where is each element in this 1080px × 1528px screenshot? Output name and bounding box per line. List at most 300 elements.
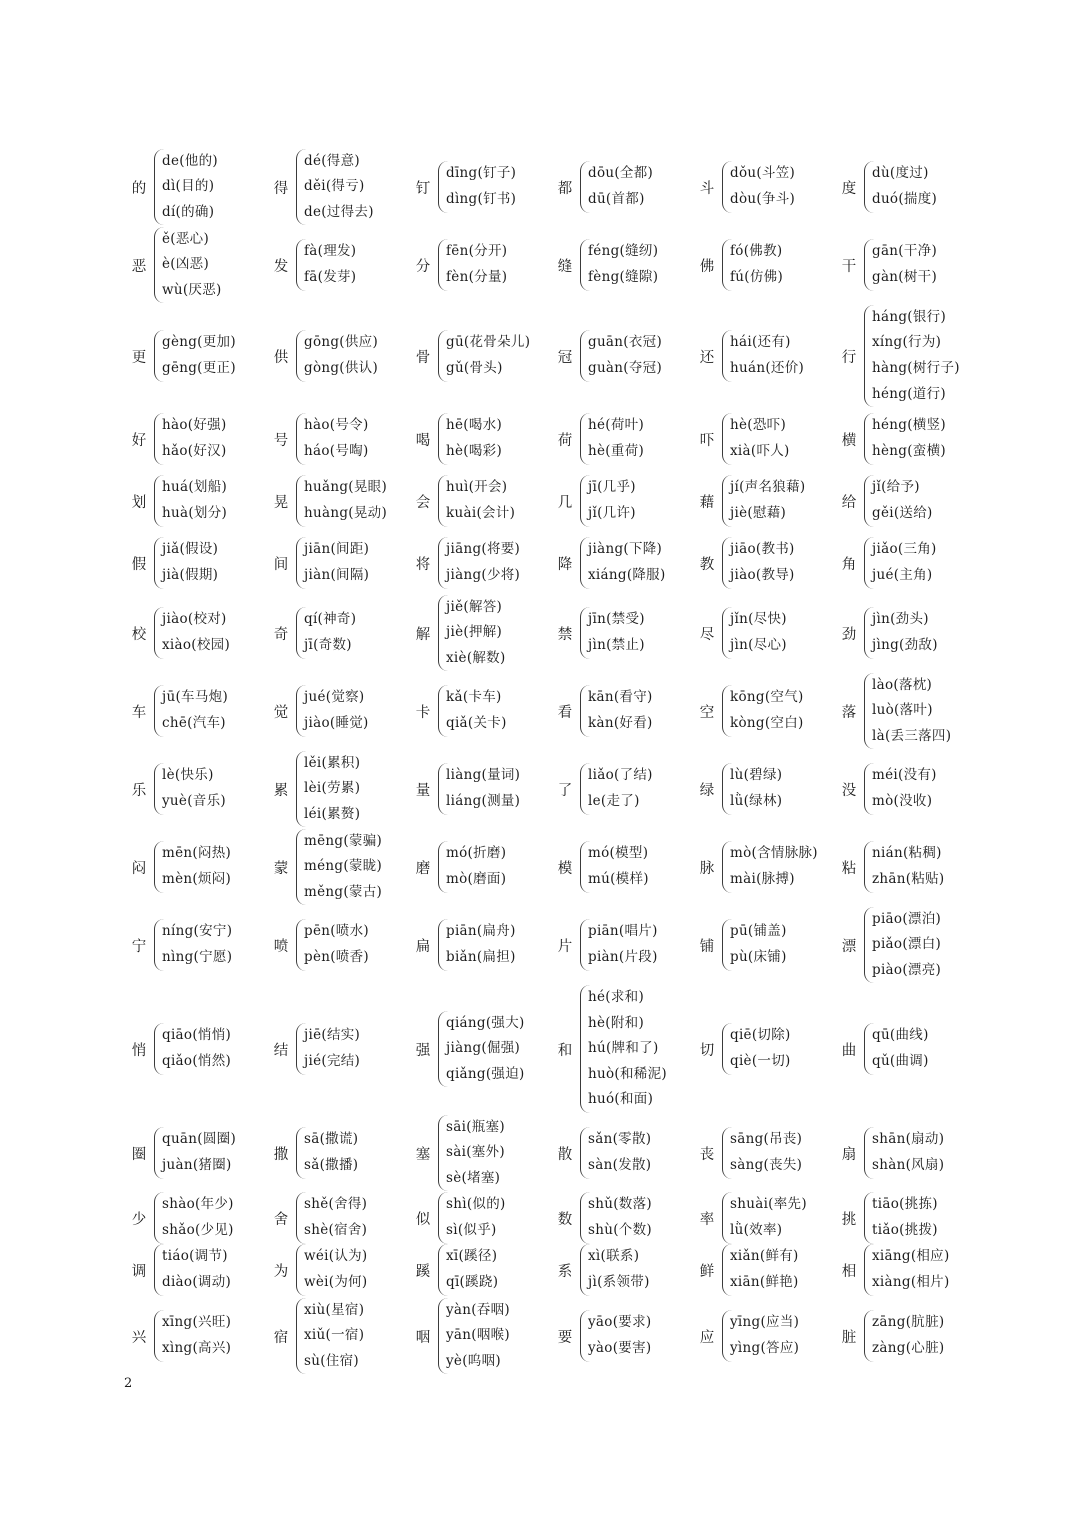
reading-brace	[864, 161, 937, 212]
pinyin-reading: lǜ(绿林)	[730, 793, 783, 809]
polyphone-character: 斗	[699, 180, 715, 197]
polyphone-character: 漂	[841, 938, 857, 955]
polyphone-entry	[552, 470, 694, 532]
pinyin-reading: huàng(晃动)	[304, 505, 388, 521]
pinyin-reading: quān(圆圈)	[162, 1131, 237, 1148]
pinyin-reading: mò(没收)	[872, 793, 933, 809]
pinyin-reading: jì(系领带)	[588, 1274, 650, 1290]
reading-brace	[722, 1244, 799, 1295]
pinyin-reading: xiáng(降服)	[588, 567, 666, 583]
polyphone-entry	[268, 408, 410, 470]
pinyin-reading: fú(仿佛)	[730, 269, 784, 285]
reading-brace	[154, 919, 232, 970]
polyphone-entry	[552, 1244, 694, 1296]
polyphone-character: 系	[557, 1263, 573, 1280]
polyphone-character: 角	[841, 556, 857, 573]
pinyin-reading: dōu(全都)	[588, 165, 654, 182]
pinyin-reading: hé(求和)	[588, 989, 645, 1006]
pinyin-reading: děi(得亏)	[304, 178, 365, 195]
polyphone-entry	[268, 1244, 410, 1296]
pinyin-reading: nián(粘稠)	[872, 845, 942, 862]
pinyin-reading: dǒu(斗笠)	[730, 165, 796, 182]
polyphone-entry	[552, 1114, 694, 1192]
polyphone-entry	[836, 594, 978, 672]
polyphone-entry	[694, 148, 836, 226]
polyphone-character: 假	[131, 556, 147, 573]
reading-brace	[154, 841, 231, 892]
polyphone-entry	[410, 304, 552, 408]
polyphone-entry	[126, 470, 268, 532]
pinyin-reading: fà(理发)	[304, 243, 357, 260]
pinyin-reading: dì(目的)	[162, 178, 215, 195]
pinyin-reading: qiǎng(强迫)	[446, 1065, 525, 1082]
pinyin-reading: sàn(发散)	[588, 1157, 652, 1173]
reading-brace	[296, 1023, 360, 1074]
polyphone-character: 藉	[699, 494, 715, 511]
reading-brace	[154, 685, 228, 736]
reading-brace	[296, 1298, 364, 1375]
pinyin-reading: xīng(兴旺)	[162, 1314, 232, 1331]
reading-brace	[438, 685, 507, 736]
polyphone-character: 吓	[699, 432, 715, 449]
reading-brace	[580, 841, 649, 892]
pinyin-reading: lǜ(效率)	[730, 1222, 783, 1238]
polyphone-entry	[126, 148, 268, 226]
pinyin-reading: fēn(分开)	[446, 243, 508, 260]
reading-brace	[864, 1127, 944, 1178]
pinyin-reading: de(过得去)	[304, 203, 374, 220]
polyphone-character: 禁	[557, 626, 573, 643]
pinyin-reading: guān(衣冠)	[588, 334, 663, 351]
reading-brace	[438, 1115, 505, 1192]
polyphone-entry	[694, 594, 836, 672]
pinyin-reading: yīng(应当)	[730, 1314, 800, 1331]
polyphone-entry	[268, 828, 410, 906]
polyphone-entry	[836, 1114, 978, 1192]
polyphone-entry	[410, 1244, 552, 1296]
polyphone-character: 少	[131, 1211, 147, 1228]
pinyin-reading: yào(要害)	[588, 1340, 652, 1356]
polyphone-entry	[552, 828, 694, 906]
reading-brace	[722, 330, 804, 381]
polyphone-character: 粘	[841, 860, 857, 877]
polyphone-character: 喝	[415, 432, 431, 449]
polyphone-character: 结	[273, 1042, 289, 1059]
polyphone-character: 率	[699, 1211, 715, 1228]
polyphone-entry	[552, 532, 694, 594]
reading-brace	[722, 161, 795, 212]
polyphone-character: 佛	[699, 258, 715, 275]
reading-brace	[154, 475, 227, 526]
polyphone-entry	[268, 304, 410, 408]
reading-brace	[722, 607, 787, 658]
polyphone-character: 都	[557, 180, 573, 197]
pinyin-reading: huǎng(晃眼)	[304, 479, 388, 496]
reading-brace	[580, 985, 667, 1113]
pinyin-reading: gōng(供应)	[304, 334, 379, 351]
pinyin-reading: féng(缝纫)	[588, 243, 659, 260]
polyphone-character: 供	[273, 349, 289, 366]
pinyin-reading: le(走了)	[588, 793, 640, 809]
pinyin-reading: dé(得意)	[304, 152, 360, 169]
polyphone-character: 乐	[131, 782, 147, 799]
reading-brace	[296, 829, 382, 906]
polyphone-character: 行	[841, 349, 857, 366]
polyphone-character: 挑	[841, 1211, 857, 1228]
pinyin-reading: yuè(音乐)	[162, 793, 226, 809]
pinyin-reading: huán(还价)	[730, 360, 805, 376]
reading-brace	[296, 1127, 358, 1178]
reading-brace	[580, 161, 653, 212]
polyphone-entry	[268, 750, 410, 828]
pinyin-reading: fèng(缝隙)	[588, 269, 659, 285]
polyphone-entry	[694, 750, 836, 828]
reading-brace	[438, 841, 506, 892]
reading-brace	[296, 1192, 367, 1243]
polyphone-character: 丧	[699, 1146, 715, 1163]
pinyin-reading: fó(佛教)	[730, 243, 783, 260]
pinyin-reading: jiàng(少将)	[446, 567, 521, 583]
pinyin-reading: mò(磨面)	[446, 871, 507, 887]
pinyin-reading: jiǎo(三角)	[872, 541, 937, 558]
polyphone-entry	[836, 532, 978, 594]
polyphone-character: 蒙	[273, 860, 289, 877]
pinyin-reading: xiè(解数)	[446, 649, 506, 666]
polyphone-entry	[126, 1296, 268, 1376]
pinyin-reading: mēng(蒙骗)	[304, 832, 383, 849]
polyphone-entry	[268, 1114, 410, 1192]
reading-brace	[864, 537, 937, 588]
polyphone-entry	[126, 408, 268, 470]
reading-brace	[722, 475, 805, 526]
pinyin-reading: qǔ(曲调)	[872, 1053, 929, 1069]
polyphone-character: 要	[557, 1329, 573, 1346]
polyphone-character: 舍	[273, 1211, 289, 1228]
pinyin-reading: jiǎ(假设)	[162, 541, 219, 558]
pinyin-reading: hào(好强)	[162, 417, 227, 434]
polyphone-entry	[552, 750, 694, 828]
pinyin-reading: gěi(送给)	[872, 505, 933, 521]
polyphone-entry	[552, 1192, 694, 1244]
polyphone-character: 磨	[415, 860, 431, 877]
polyphone-entry	[694, 1244, 836, 1296]
reading-brace	[154, 1244, 231, 1295]
pinyin-reading: gān(干净)	[872, 243, 938, 260]
pinyin-reading: sài(塞外)	[446, 1144, 505, 1161]
pinyin-reading: piāo(漂泊)	[872, 910, 942, 927]
pinyin-reading: piǎo(漂白)	[872, 936, 942, 953]
polyphone-character: 似	[415, 1211, 431, 1228]
pinyin-reading: gǔ(骨头)	[446, 360, 503, 376]
polyphone-character: 没	[841, 782, 857, 799]
pinyin-reading: qiǎo(悄然)	[162, 1053, 232, 1069]
polyphone-entry	[268, 470, 410, 532]
pinyin-reading: hái(还有)	[730, 334, 791, 351]
pinyin-reading: xiào(校园)	[162, 637, 231, 653]
polyphone-character: 为	[273, 1263, 289, 1280]
polyphone-character: 车	[131, 704, 147, 721]
pinyin-reading: hào(号令)	[304, 417, 369, 434]
reading-brace	[154, 227, 222, 304]
pinyin-reading: diào(调动)	[162, 1274, 232, 1290]
pinyin-reading: shàn(风扇)	[872, 1157, 945, 1173]
reading-brace	[580, 763, 653, 814]
polyphone-entry	[410, 226, 552, 304]
pinyin-reading: pèn(喷香)	[304, 949, 369, 965]
polyphone-character: 卡	[415, 704, 431, 721]
pinyin-reading: qiāo(悄悄)	[162, 1027, 232, 1044]
reading-brace	[154, 149, 218, 226]
polyphone-entry	[836, 750, 978, 828]
pinyin-reading: qū(曲线)	[872, 1027, 929, 1044]
reading-brace	[154, 413, 227, 464]
pinyin-reading: pēn(喷水)	[304, 923, 369, 940]
pinyin-reading: qī(蹊跷)	[446, 1274, 499, 1290]
pinyin-reading: dí(的确)	[162, 203, 215, 220]
pinyin-reading: jià(假期)	[162, 567, 219, 583]
pinyin-reading: shù(个数)	[588, 1222, 652, 1238]
reading-brace	[864, 1192, 938, 1243]
polyphone-character: 降	[557, 556, 573, 573]
pinyin-reading: hèng(蛮横)	[872, 443, 946, 459]
reading-brace	[296, 149, 374, 226]
pinyin-reading: sā(撒谎)	[304, 1131, 359, 1148]
pinyin-reading: shǎo(少见)	[162, 1222, 234, 1238]
polyphone-character: 扇	[841, 1146, 857, 1163]
pinyin-reading: qiǎ(关卡)	[446, 715, 507, 731]
pinyin-reading: liáng(测量)	[446, 793, 521, 809]
polyphone-character: 分	[415, 258, 431, 275]
pinyin-reading: huà(划分)	[162, 505, 228, 521]
polyphone-entry	[552, 594, 694, 672]
pinyin-reading: jiào(睡觉)	[304, 715, 369, 731]
pinyin-reading: kōng(空气)	[730, 689, 804, 706]
reading-brace	[580, 919, 658, 970]
pinyin-reading: kuài(会计)	[446, 505, 516, 521]
pinyin-reading: jū(车马炮)	[162, 689, 229, 706]
pinyin-reading: tiáo(调节)	[162, 1248, 228, 1265]
polyphone-entry	[552, 148, 694, 226]
reading-brace	[580, 1310, 651, 1361]
polyphone-entry	[694, 304, 836, 408]
pinyin-reading: lào(落枕)	[872, 676, 933, 693]
reading-brace	[864, 763, 937, 814]
polyphone-entry	[126, 1244, 268, 1296]
pinyin-reading: nìng(宁愿)	[162, 949, 233, 965]
pinyin-reading: xì(联系)	[588, 1248, 640, 1265]
polyphone-character: 累	[273, 782, 289, 799]
pinyin-reading: jiào(教导)	[730, 567, 795, 583]
polyphone-character: 扁	[415, 938, 431, 955]
pinyin-reading: sàng(丧失)	[730, 1157, 803, 1173]
pinyin-reading: jìn(禁止)	[588, 637, 645, 653]
reading-brace	[438, 330, 530, 381]
reading-brace	[580, 1192, 652, 1243]
polyphone-character: 咽	[415, 1329, 431, 1346]
pinyin-reading: shì(似的)	[446, 1196, 506, 1213]
pinyin-reading: sāi(瓶塞)	[446, 1118, 505, 1135]
polyphone-entry	[836, 1244, 978, 1296]
reading-brace	[580, 475, 636, 526]
polyphone-character: 校	[131, 626, 147, 643]
polyphone-entry	[410, 906, 552, 984]
polyphone-character: 悄	[131, 1042, 147, 1059]
polyphone-entry	[694, 828, 836, 906]
reading-brace	[722, 413, 790, 464]
pinyin-reading: jiè(押解)	[446, 624, 503, 641]
polyphone-entry	[268, 148, 410, 226]
polyphone-character: 间	[273, 556, 289, 573]
polyphone-entry	[694, 226, 836, 304]
pinyin-reading: jiē(结实)	[304, 1027, 361, 1044]
polyphone-entry	[126, 532, 268, 594]
polyphone-character: 相	[841, 1263, 857, 1280]
reading-brace	[438, 239, 507, 290]
pinyin-reading: gòng(供认)	[304, 360, 379, 376]
pinyin-reading: héng(横竖)	[872, 417, 946, 434]
polyphone-entry	[410, 828, 552, 906]
polyphone-entry	[126, 906, 268, 984]
pinyin-reading: luò(落叶)	[872, 702, 933, 719]
pinyin-reading: kǎ(卡车)	[446, 689, 502, 706]
polyphone-entry	[126, 828, 268, 906]
reading-brace	[296, 751, 360, 828]
polyphone-character: 解	[415, 626, 431, 643]
pinyin-reading: xiǔ(一宿)	[304, 1327, 365, 1344]
reading-brace	[154, 1127, 236, 1178]
reading-brace	[864, 1244, 950, 1295]
pinyin-reading: jué(主角)	[872, 567, 933, 583]
pinyin-reading: yàn(吞咽)	[446, 1301, 511, 1318]
pinyin-reading: huá(划船)	[162, 479, 228, 496]
pinyin-reading: hǎo(好汉)	[162, 443, 227, 459]
reading-brace	[722, 841, 818, 892]
polyphone-character: 教	[699, 556, 715, 573]
pinyin-reading: kàn(好看)	[588, 715, 653, 731]
reading-brace	[296, 607, 356, 658]
pinyin-reading: shě(舍得)	[304, 1196, 368, 1213]
pinyin-reading: shào(年少)	[162, 1196, 234, 1213]
polyphone-character: 得	[273, 180, 289, 197]
polyphone-character: 划	[131, 494, 147, 511]
reading-brace	[864, 305, 960, 407]
polyphone-character: 觉	[273, 704, 289, 721]
pinyin-reading: jìn(劲头)	[872, 611, 929, 628]
pinyin-reading: de(他的)	[162, 152, 218, 169]
polyphone-entry	[694, 984, 836, 1114]
pinyin-reading: fā(发芽)	[304, 269, 357, 285]
polyphone-character: 尽	[699, 626, 715, 643]
reading-brace	[864, 475, 933, 526]
pinyin-reading: ě(恶心)	[162, 230, 210, 247]
pinyin-reading: duó(揣度)	[872, 191, 938, 207]
reading-brace	[722, 685, 804, 736]
polyphone-entry	[410, 750, 552, 828]
polyphone-character: 钉	[415, 180, 431, 197]
polyphone-character: 空	[699, 704, 715, 721]
reading-brace	[722, 1310, 799, 1361]
pinyin-reading: mò(含情脉脉)	[730, 845, 818, 862]
pinyin-reading: hú(牌和了)	[588, 1040, 659, 1057]
pinyin-reading: yāo(要求)	[588, 1314, 652, 1331]
pinyin-reading: jī(几乎)	[588, 479, 636, 496]
pinyin-reading: yìng(答应)	[730, 1340, 800, 1356]
pinyin-reading: dīng(钉子)	[446, 165, 517, 182]
polyphone-character: 兴	[131, 1329, 147, 1346]
polyphone-character: 闷	[131, 860, 147, 877]
reading-brace	[438, 763, 520, 814]
pinyin-reading: juàn(猪圈)	[162, 1157, 232, 1173]
polyphone-entry	[694, 1114, 836, 1192]
reading-brace	[154, 537, 218, 588]
polyphone-character: 宁	[131, 938, 147, 955]
polyphone-entry	[836, 408, 978, 470]
polyphone-entry	[552, 408, 694, 470]
pinyin-reading: jié(完结)	[304, 1053, 361, 1069]
reading-brace	[580, 685, 653, 736]
reading-brace	[864, 1310, 944, 1361]
pinyin-reading: jiāng(将要)	[446, 541, 521, 558]
polyphone-character: 曲	[841, 1042, 857, 1059]
pinyin-reading: zàng(心脏)	[872, 1340, 945, 1356]
polyphone-entry	[126, 750, 268, 828]
polyphone-character: 撒	[273, 1146, 289, 1163]
pinyin-reading: lè(快乐)	[162, 767, 214, 784]
pinyin-reading: gèng(更加)	[162, 334, 236, 351]
polyphone-character: 了	[557, 782, 573, 799]
polyphone-entry	[836, 906, 978, 984]
reading-brace	[580, 537, 666, 588]
pinyin-reading: qiè(一切)	[730, 1053, 791, 1069]
pinyin-reading: lù(碧绿)	[730, 767, 783, 784]
pinyin-reading: zhān(粘贴)	[872, 871, 945, 887]
polyphone-character: 量	[415, 782, 431, 799]
pinyin-reading: piān(扁舟)	[446, 923, 516, 940]
pinyin-reading: qí(神奇)	[304, 611, 357, 628]
pinyin-reading: shè(宿舍)	[304, 1222, 368, 1238]
reading-brace	[722, 537, 795, 588]
pinyin-reading: xiāng(相应)	[872, 1248, 950, 1265]
pinyin-reading: mú(模样)	[588, 871, 649, 887]
reading-brace	[864, 907, 941, 984]
polyphone-character: 塞	[415, 1146, 431, 1163]
polyphone-character: 的	[131, 180, 147, 197]
pinyin-reading: hàng(树行子)	[872, 360, 960, 376]
polyphone-entry	[552, 226, 694, 304]
pinyin-reading: xī(蹊径)	[446, 1248, 498, 1265]
pinyin-reading: hé(荷叶)	[588, 417, 645, 434]
pinyin-reading: méi(没有)	[872, 767, 937, 784]
reading-brace	[864, 673, 951, 750]
pinyin-reading: hè(喝彩)	[446, 443, 503, 459]
reading-brace	[722, 239, 783, 290]
polyphone-character: 散	[557, 1146, 573, 1163]
pinyin-reading: níng(安宁)	[162, 923, 233, 940]
polyphone-character: 给	[841, 494, 857, 511]
pinyin-reading: dòu(争斗)	[730, 191, 796, 207]
pinyin-reading: gēng(更正)	[162, 360, 236, 376]
reading-brace	[438, 413, 502, 464]
polyphone-character: 鲜	[699, 1263, 715, 1280]
pinyin-reading: měng(蒙古)	[304, 883, 383, 900]
polyphone-entry	[836, 1192, 978, 1244]
reading-brace	[722, 763, 782, 814]
pinyin-reading: huó(和面)	[588, 1091, 654, 1108]
pinyin-reading: jiàn(间隔)	[304, 567, 370, 583]
reading-brace	[438, 595, 506, 672]
polyphone-character: 发	[273, 258, 289, 275]
pinyin-reading: è(凶恶)	[162, 256, 210, 273]
